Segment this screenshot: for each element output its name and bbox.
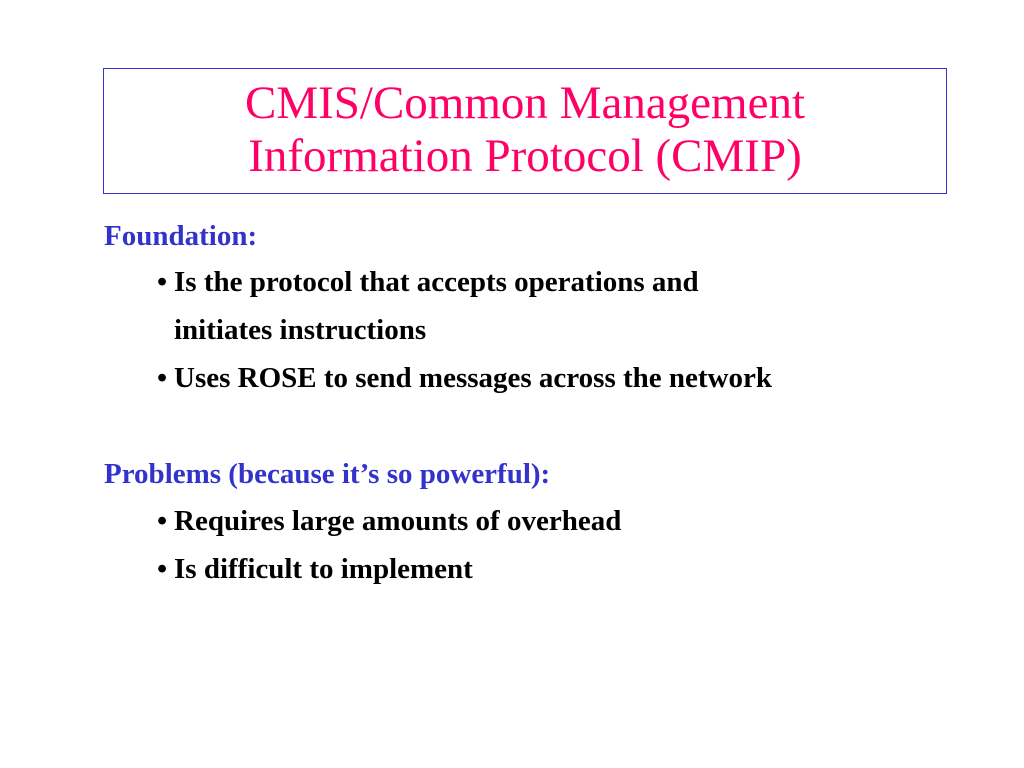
- problems-heading: Problems (because it’s so powerful):: [104, 458, 551, 490]
- problems-bullet-1: [157, 504, 621, 538]
- foundation-bullet-2: [157, 361, 772, 395]
- slide-title-line-2: Information Protocol (CMIP): [248, 130, 802, 182]
- slide-title-line-1: CMIS/Common Management: [244, 77, 806, 129]
- bullet-icon: •: [157, 505, 168, 537]
- bullet-icon: •: [157, 553, 168, 585]
- bullet-icon: •: [157, 362, 168, 394]
- foundation-bullet-1: [157, 265, 699, 299]
- foundation-bullet-2-text: Uses ROSE to send messages across the network: [174, 362, 772, 394]
- problems-bullet-1-text: Requires large amounts of overhead: [174, 505, 622, 537]
- problems-bullet-2-text: Is difficult to implement: [174, 553, 473, 585]
- foundation-bullet-1-text: Is the protocol that accepts operations and: [174, 266, 699, 298]
- foundation-bullet-1-continuation: initiates instructions: [174, 314, 427, 346]
- problems-bullet-2: [157, 552, 473, 586]
- slide-title-box: [103, 68, 947, 194]
- foundation-heading: Foundation:: [104, 220, 258, 252]
- bullet-icon: •: [157, 266, 168, 298]
